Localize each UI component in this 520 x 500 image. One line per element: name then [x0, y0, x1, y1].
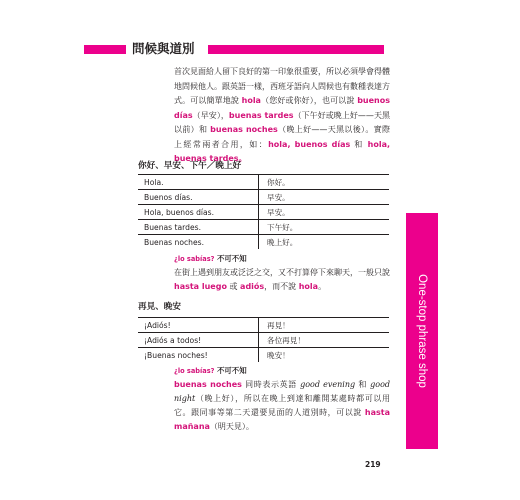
did-you-know-note	[174, 364, 390, 434]
table2-heading: 再見、晚安	[138, 302, 181, 312]
note-text: （晚上好），所以在晚上到達和離開某處時都可以用它。跟同事等第二天還要見面的人道別時，可以說	[174, 394, 390, 417]
table-row	[138, 220, 389, 235]
spanish-phrase: Buenos días.	[138, 190, 259, 205]
spanish-phrase: Buenas noches.	[138, 235, 259, 250]
note-text: 。	[318, 282, 327, 291]
table-row	[138, 190, 389, 205]
intro-text: 首次見面給人留下良好的第一印象很重要，所以必須學會得體地問候他人。跟英語一樣，西班牙語向人問候也有數種表達方式。可以簡單地說	[174, 67, 390, 105]
intro-text: （早安），	[192, 110, 229, 120]
table-row	[138, 175, 389, 190]
phrase-table-farewells	[138, 317, 389, 362]
table-row	[138, 235, 389, 250]
chinese-translation: 早安。	[259, 205, 390, 220]
term-hasta-manana: hasta mañana	[174, 408, 390, 431]
spanish-phrase: Hola, buenos días.	[138, 205, 259, 220]
spanish-phrase: ¡Adiós!	[138, 318, 259, 333]
table-row	[138, 205, 389, 220]
term-combo: hola, buenos días	[268, 139, 351, 149]
table1-heading: 你好、早安、下午／晚上好	[138, 161, 242, 171]
phrase-table-greetings	[138, 174, 389, 249]
term-hola: hola	[241, 96, 261, 105]
intro-text: 和	[350, 139, 368, 149]
did-you-know-label-zh: 不可不知	[217, 254, 247, 263]
chapter-side-tab	[406, 213, 438, 449]
did-you-know-label: ¿lo sabías?	[174, 367, 215, 375]
intro-text: 。	[238, 154, 247, 163]
note-text: 和	[355, 380, 371, 389]
english-term: good night	[174, 380, 391, 403]
spanish-phrase: Buenas tardes.	[138, 220, 259, 235]
table-row	[138, 333, 389, 348]
term-buenas-noches: buenas noches	[210, 125, 278, 134]
chinese-translation: 下午好。	[259, 220, 390, 235]
spanish-phrase: Hola.	[138, 175, 259, 190]
english-term: good evening	[300, 380, 356, 389]
intro-text: （下午好或晚上好——天黑以前）和	[174, 110, 391, 134]
intro-text: （您好或你好），也可以說	[260, 96, 358, 105]
term-combo2: hola, buenas tardes	[174, 139, 391, 163]
term-hola: hola	[298, 282, 319, 291]
chinese-translation: 再見！	[259, 318, 390, 333]
note-text: 同時表示英語	[241, 380, 301, 389]
term-buenos-dias: buenos días	[174, 96, 390, 120]
chinese-translation: 晚上好。	[267, 237, 298, 247]
table-row	[138, 318, 389, 333]
spanish-phrase: ¡Adiós a todos!	[138, 333, 259, 348]
term-buenas-tardes: buenas tardes	[228, 110, 294, 120]
chinese-translation: 你好。	[259, 175, 390, 190]
note-text: 或	[226, 282, 241, 291]
chinese-translation: 早安。	[259, 190, 390, 205]
note-text: （明天見）。	[209, 422, 254, 431]
chinese-translation: 各位再見！	[259, 333, 390, 348]
spanish-phrase: ¡Buenas noches!	[138, 348, 259, 363]
note-text: ，而不說	[264, 282, 299, 291]
section-title: 問候與道別	[132, 41, 195, 56]
term-adios: adiós	[240, 282, 265, 291]
section-header	[84, 40, 384, 58]
note-text: 在街上遇到朋友或泛泛之交，又不打算停下來聊天，一般只說	[174, 268, 390, 277]
header-rule-right	[208, 45, 384, 54]
did-you-know-note	[174, 252, 390, 294]
intro-paragraph	[174, 65, 390, 167]
term-hasta-luego: hasta luego	[174, 282, 227, 291]
did-you-know-label-zh: 不可不知	[217, 366, 247, 375]
intro-text: （晚上好——天黑以後）。實際上經常兩者合用，如：	[174, 125, 391, 149]
term-buenas-noches: buenas noches	[174, 380, 242, 389]
side-tab-label: One-stop phrase shop	[416, 274, 428, 388]
chinese-translation: 晚安！	[267, 350, 290, 360]
table-row	[138, 348, 389, 363]
did-you-know-label: ¿lo sabías?	[174, 255, 215, 263]
header-rule-left	[84, 45, 126, 54]
page-number: 219	[365, 460, 381, 469]
